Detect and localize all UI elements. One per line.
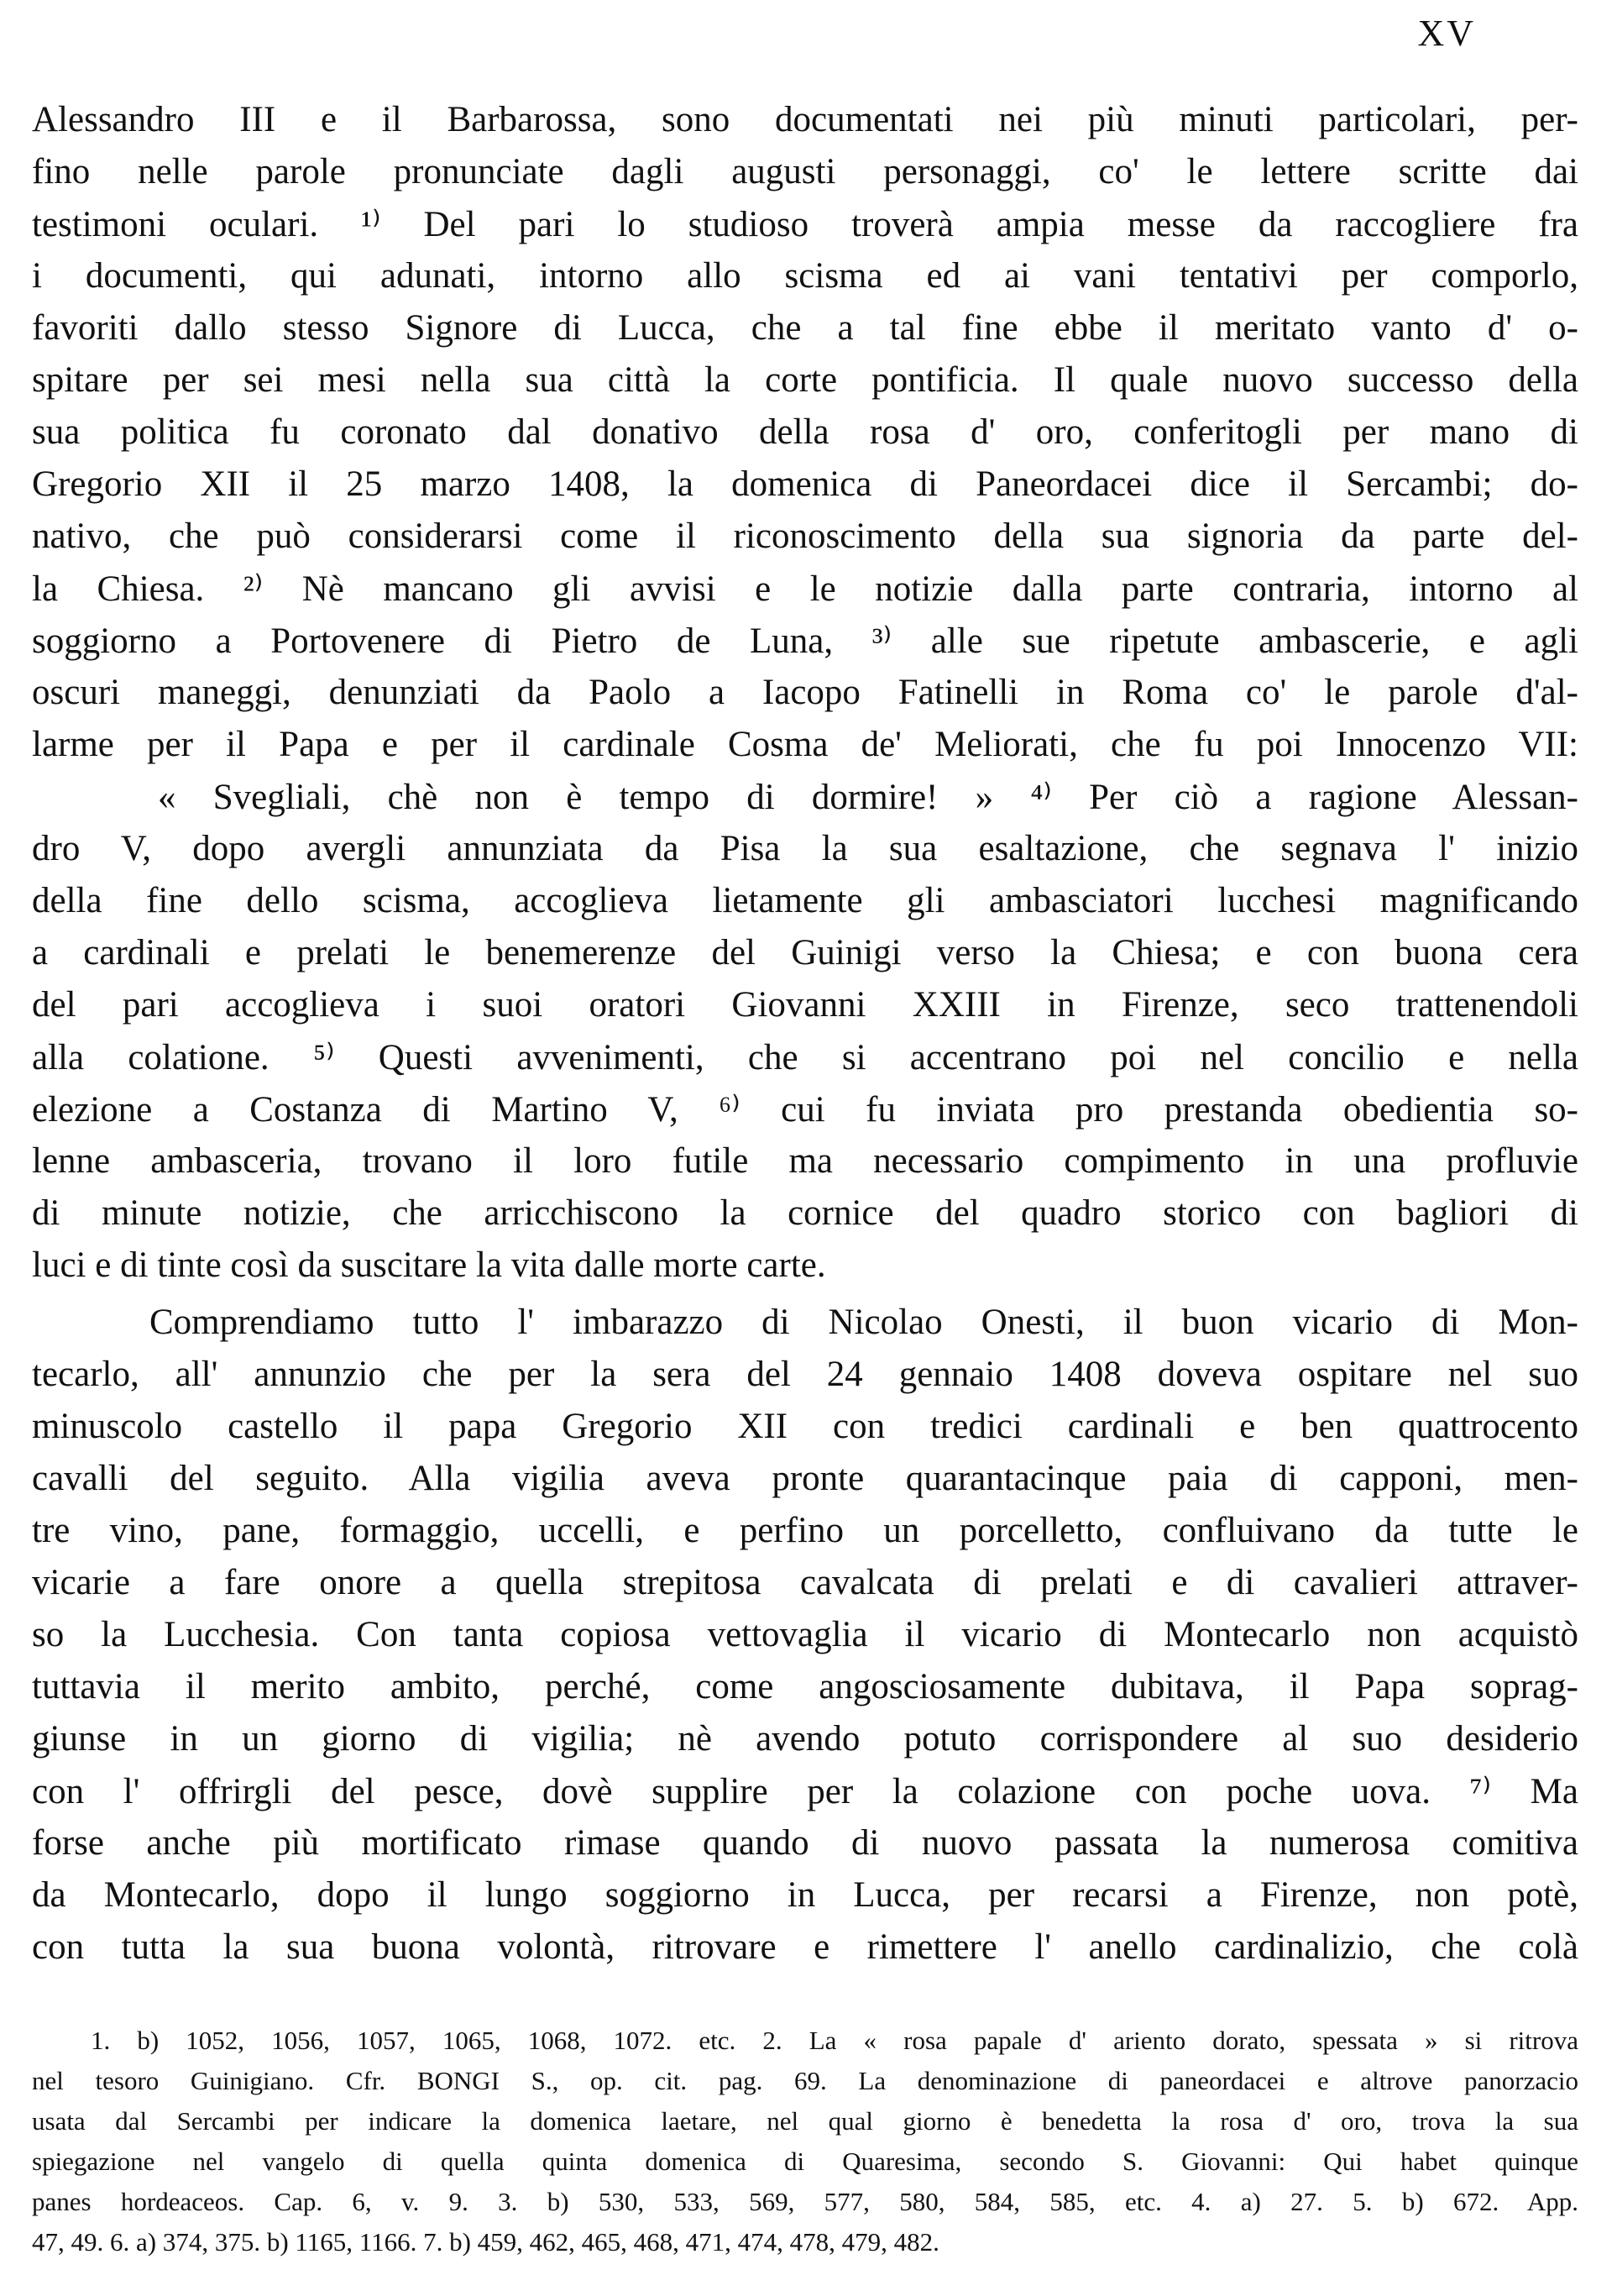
text-line: larme per il Papa e per il cardinale Cosma de' Meliorati, che fu poi Innocenzo VII: (32, 725, 1578, 764)
text-line: di minute notizie, che arricchiscono la cornice del quadro storico con bagliori di (32, 1193, 1578, 1233)
text-line: alla colatione. ⁵⁾ Questi avvenimenti, che si accentrano poi nel concilio e nella (32, 1038, 1578, 1077)
footnote-line: nel tesoro Guinigiano. Cfr. BONGI S., op. cit. pag. 69. La denominazione di paneordacei e altrove panorzacio (32, 2066, 1578, 2095)
text-line: oscuri maneggi, denunziati da Paolo a Iacopo Fatinelli in Roma co' le parole d'al- (32, 673, 1578, 712)
text-line: i documenti, qui adunati, intorno allo scisma ed ai vani tentativi per comporlo, (32, 256, 1578, 296)
text-line: da Montecarlo, dopo il lungo soggiorno in Lucca, per recarsi a Firenze, non potè, (32, 1875, 1578, 1915)
text-line: forse anche più mortificato rimase quando di nuovo passata la numerosa comitiva (32, 1823, 1578, 1863)
footnote-line: 1. b) 1052, 1056, 1057, 1065, 1068, 1072. etc. 2. La « rosa papale d' ariento dorato, spessata » si ritrova (91, 2026, 1578, 2055)
text-line: so la Lucchesia. Con tanta copiosa vettovaglia il vicario di Montecarlo non acquistò (32, 1615, 1578, 1654)
text-line: spitare per sei mesi nella sua città la corte pontificia. Il quale nuovo successo della (32, 360, 1578, 400)
text-line: fino nelle parole pronunciate dagli augusti personaggi, co' le lettere scritte dai (32, 152, 1578, 191)
text-line: lenne ambasceria, trovano il loro futile ma necessario compimento in una profluvie (32, 1141, 1578, 1181)
text-line: della fine dello scisma, accoglieva lietamente gli ambasciatori lucchesi magnificando (32, 881, 1578, 920)
text-line: tuttavia il merito ambito, perché, come angosciosamente dubitava, il Papa soprag- (32, 1667, 1578, 1706)
text-line: la Chiesa. ²⁾ Nè mancano gli avvisi e le notizie dalla parte contraria, intorno al (32, 569, 1578, 609)
text-line: Comprendiamo tutto l' imbarazzo di Nicolao Onesti, il buon vicario di Mon- (149, 1303, 1578, 1342)
text-line: tecarlo, all' annunzio che per la sera del 24 gennaio 1408 doveva ospitare nel suo (32, 1355, 1578, 1394)
text-line: « Svegliali, chè non è tempo di dormire! » ⁴⁾ Per ciò a ragione Alessan- (158, 778, 1578, 817)
text-line: luci e di tinte così da suscitare la vita dalle morte carte. (32, 1245, 826, 1285)
text-line: con l' offrirgli del pesce, dovè supplire per la colazione con poche uova. ⁷⁾ Ma (32, 1772, 1578, 1811)
text-line: dro V, dopo avergli annunziata da Pisa la sua esaltazione, che segnava l' inizio (32, 829, 1578, 868)
text-line: giunse in un giorno di vigilia; nè avendo potuto corrispondere al suo desiderio (32, 1719, 1578, 1759)
text-line: cavalli del seguito. Alla vigilia aveva pronte quarantacinque paia di capponi, men- (32, 1459, 1578, 1498)
footnote-line: usata dal Sercambi per indicare la domenica laetare, nel qual giorno è benedetta la rosa d' oro, trova la sua (32, 2106, 1578, 2136)
text-line: sua politica fu coronato dal donativo della rosa d' oro, conferitogli per mano di (32, 412, 1578, 452)
footnote-line: spiegazione nel vangelo di quella quinta domenica di Quaresima, secondo S. Giovanni: Qui habet quinque (32, 2147, 1578, 2176)
text-line: Alessandro III e il Barbarossa, sono documentati nei più minuti particolari, per- (32, 100, 1578, 139)
text-line: del pari accoglieva i suoi oratori Giovanni XXIII in Firenze, seco trattenendoli (32, 985, 1578, 1025)
text-line: Gregorio XII il 25 marzo 1408, la domenica di Paneordacei dice il Sercambi; do- (32, 464, 1578, 504)
text-line: nativo, che può considerarsi come il riconoscimento della sua signoria da parte del- (32, 516, 1578, 556)
page-number: XV (1417, 13, 1476, 54)
text-line: testimoni oculari. ¹⁾ Del pari lo studioso troverà ampia messe da raccogliere fra (32, 205, 1578, 244)
text-line: soggiorno a Portovenere di Pietro de Luna, ³⁾ alle sue ripetute ambascerie, e agli (32, 621, 1578, 661)
text-line: a cardinali e prelati le benemerenze del Guinigi verso la Chiesa; e con buona cera (32, 933, 1578, 972)
text-line: tre vino, pane, formaggio, uccelli, e perfino un porcelletto, confluivano da tutte le (32, 1511, 1578, 1550)
text-line: favoriti dallo stesso Signore di Lucca, che a tal fine ebbe il meritato vanto d' o- (32, 308, 1578, 348)
text-line: vicarie a fare onore a quella strepitosa cavalcata di prelati e di cavalieri attraver- (32, 1563, 1578, 1602)
text-line: minuscolo castello il papa Gregorio XII con tredici cardinali e ben quattrocento (32, 1407, 1578, 1446)
text-line: elezione a Costanza di Martino V, ⁶⁾ cui fu inviata pro prestanda obedientia so- (32, 1090, 1578, 1130)
text-line: con tutta la sua buona volontà, ritrovare e rimettere l' anello cardinalizio, che colà (32, 1927, 1578, 1967)
footnote-line: panes hordeaceos. Cap. 6, v. 9. 3. b) 530, 533, 569, 577, 580, 584, 585, etc. 4. a) 27. 5. b) 672. App. (32, 2187, 1578, 2216)
footnote-line: 47, 49. 6. a) 374, 375. b) 1165, 1166. 7. b) 459, 462, 465, 468, 471, 474, 478, 479, 482. (32, 2227, 939, 2257)
